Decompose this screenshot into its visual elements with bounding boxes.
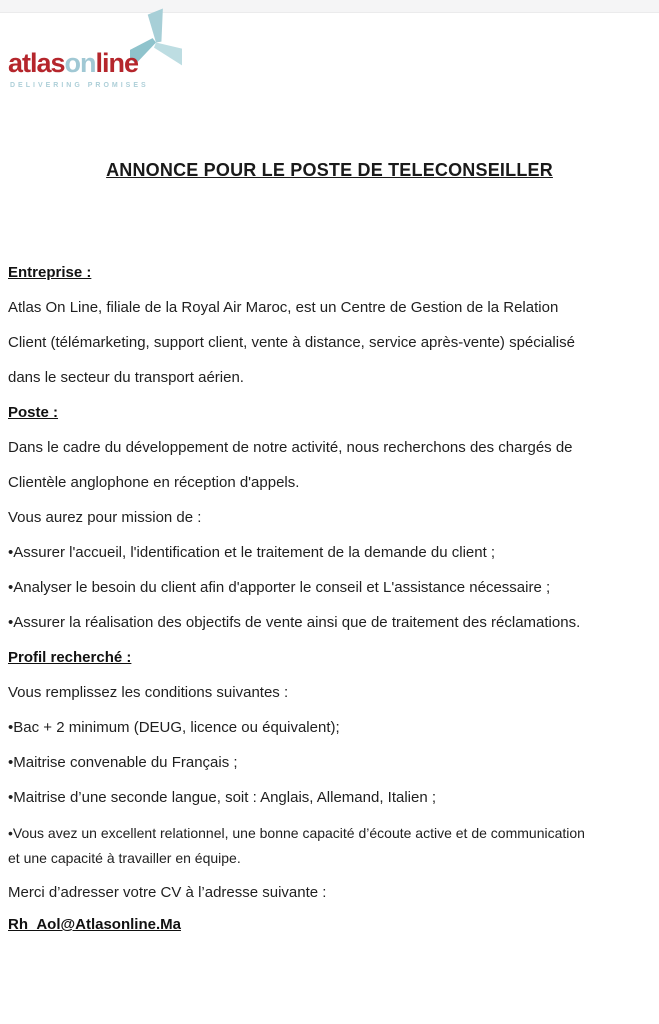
atlasonline-logo	[8, 14, 208, 104]
document-title: ANNONCE POUR LE POSTE DE TELECONSEILLER	[106, 160, 553, 180]
logo-wordmark	[8, 50, 138, 77]
poste-line: Vous aurez pour mission de :	[8, 509, 202, 526]
condition-bullet: • Maitrise d’une seconde langue, soit : Anglais, Allemand, Italien ;	[8, 780, 649, 815]
document-body	[8, 255, 649, 941]
mission-bullet: • Assurer la réalisation des objectifs de vente ainsi que de traitement des réclamations.	[8, 605, 649, 640]
entreprise-line: dans le secteur du transport aérien.	[8, 369, 244, 386]
profil-intro: Vous remplissez les conditions suivantes :	[8, 684, 289, 701]
scan-top-strip	[0, 0, 659, 13]
entreprise-line: Atlas On Line, filiale de la Royal Air Maroc, est un Centre de Gestion de la Relation	[8, 299, 559, 316]
poste-line: Dans le cadre du développement de notre activité, nous recherchons des chargés de	[8, 439, 573, 456]
mission-bullet: • Analyser le besoin du client afin d'apporter le conseil et L'assistance nécessaire ;	[8, 570, 649, 605]
logo-word-atlas: atlas	[8, 48, 65, 78]
condition-bullet: • Maitrise convenable du Français ;	[8, 745, 649, 780]
logo-word-line: line	[95, 48, 139, 78]
poste-line: Clientèle anglophone en réception d'appels.	[8, 474, 300, 491]
condition-bullet: • Bac + 2 minimum (DEUG, licence ou équivalent);	[8, 710, 649, 745]
email-address: Rh_Aol@Atlasonline.Ma	[8, 916, 181, 933]
heading-profil: Profil recherché :	[8, 649, 132, 666]
logo-tagline: DELIVERING PROMISES	[10, 82, 149, 89]
mission-bullet: • Assurer l'accueil, l'identification et le traitement de la demande du client ;	[8, 535, 649, 570]
logo-word-on: on	[64, 48, 96, 78]
condition-bullet-wrapped: • Vous avez un excellent relationnel, une bonne capacité d’écoute active et de communication	[8, 821, 649, 846]
condition-bullet-wrapped-cont: et une capacité à travailler en équipe.	[8, 850, 241, 866]
entreprise-line: Client (télémarketing, support client, vente à distance, service après-vente) spécialisé	[8, 334, 575, 351]
heading-poste: Poste :	[8, 404, 59, 421]
closing-text: Merci d’adresser votre CV à l’adresse suivante :	[8, 884, 327, 901]
heading-entreprise: Entreprise :	[8, 264, 92, 281]
